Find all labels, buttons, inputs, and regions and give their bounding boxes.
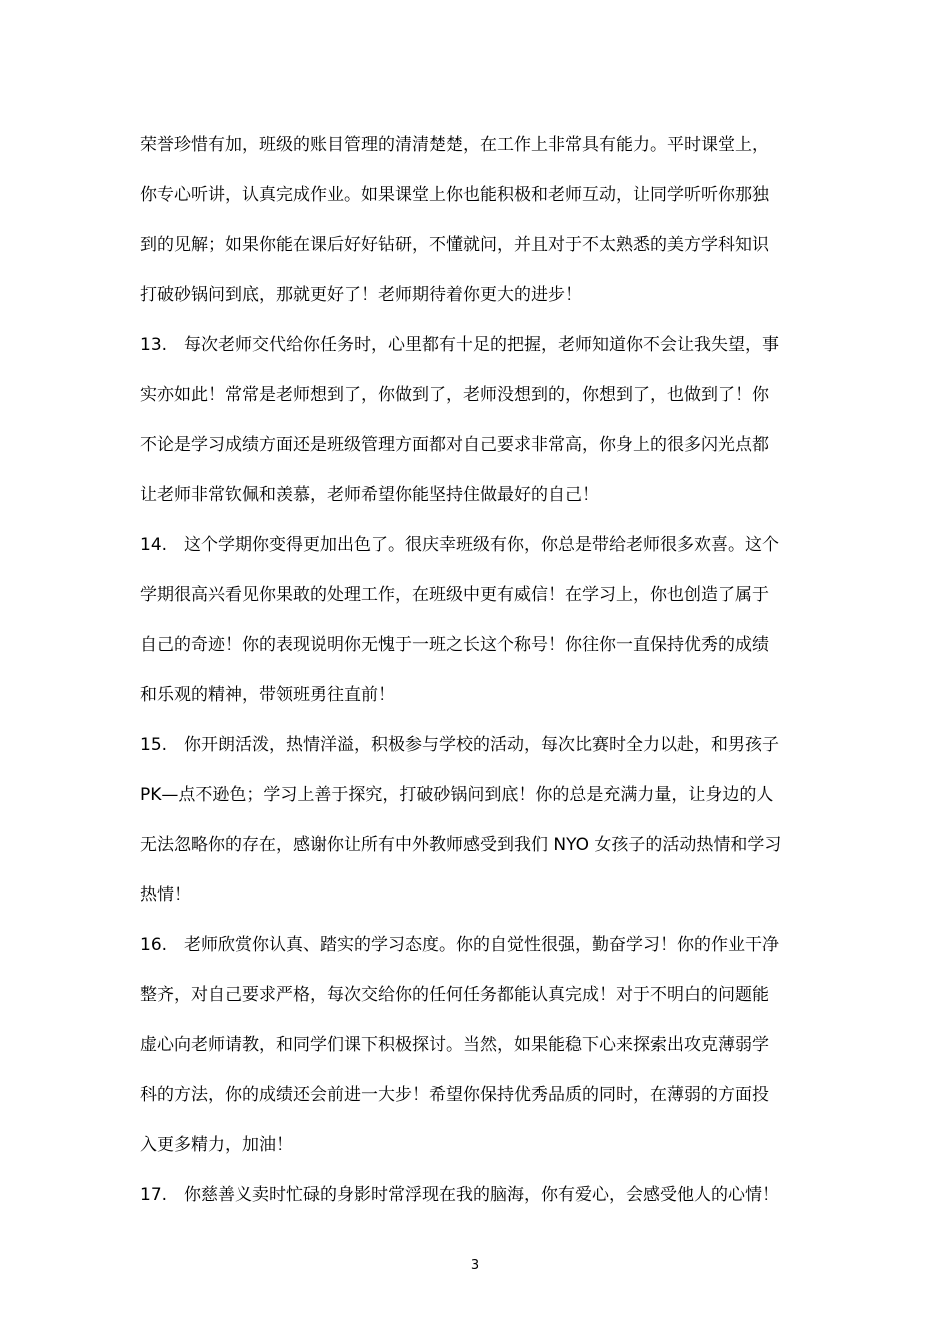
text-line: 打破砂锅问到底，那就更好了！老师期待着你更大的进步！ bbox=[140, 285, 582, 305]
text-line: 自己的奇迹！你的表现说明你无愧于一班之长这个称号！你往你一直保持优秀的成绩 bbox=[140, 635, 769, 655]
text-line: 荣誉珍惜有加，班级的账目管理的清清楚楚，在工作上非常具有能力。平时课堂上， bbox=[140, 135, 769, 155]
paragraph-16-line: 16. 老师欣赏你认真、踏实的学习态度。你的自觉性很强，勤奋学习！你的作业干净 bbox=[140, 935, 780, 955]
text-line: 热情！ bbox=[140, 885, 191, 905]
paragraph-14-line: 14. 这个学期你变得更加出色了。很庆幸班级有你，你总是带给老师很多欢喜。这个 bbox=[140, 535, 780, 555]
text-line: 虚心向老师请教，和同学们课下积极探讨。当然，如果能稳下心来探索出攻克薄弱学 bbox=[140, 1035, 769, 1055]
page-number: 3 bbox=[470, 1258, 480, 1273]
paragraph-15-line: 15. 你开朗活泼，热情洋溢，积极参与学校的活动，每次比赛时全力以赴，和男孩子 bbox=[140, 735, 780, 755]
text-line: 入更多精力，加油！ bbox=[140, 1135, 293, 1155]
text-line: 整齐，对自己要求严格，每次交给你的任何任务都能认真完成！对于不明白的问题能 bbox=[140, 985, 769, 1005]
text-line: 让老师非常钦佩和羡慕，老师希望你能坚持住做最好的自己！ bbox=[140, 485, 599, 505]
text-line: 科的方法，你的成绩还会前进一大步！希望你保持优秀品质的同时，在薄弱的方面投 bbox=[140, 1085, 769, 1105]
paragraph-13-line: 13. 每次老师交代给你任务时，心里都有十足的把握，老师知道你不会让我失望，事 bbox=[140, 335, 780, 355]
text-line: 你专心听讲，认真完成作业。如果课堂上你也能积极和老师互动，让同学听听你那独 bbox=[140, 185, 769, 205]
text-line: 无法忽略你的存在，感谢你让所有中外教师感受到我们 NYO 女孩子的活动热情和学习 bbox=[140, 835, 782, 855]
text-line: 实亦如此！常常是老师想到了，你做到了，老师没想到的，你想到了，也做到了！你 bbox=[140, 385, 769, 405]
text-line: PK—点不逊色；学习上善于探究，打破砂锅问到底！你的总是充满力量，让身边的人 bbox=[140, 785, 774, 805]
text-line: 学期很高兴看见你果敢的处理工作，在班级中更有威信！在学习上，你也创造了属于 bbox=[140, 585, 769, 605]
text-line: 不论是学习成绩方面还是班级管理方面都对自己要求非常高，你身上的很多闪光点都 bbox=[140, 435, 769, 455]
paragraph-17-line: 17. 你慈善义卖时忙碌的身影时常浮现在我的脑海，你有爱心，会感受他人的心情！ bbox=[140, 1185, 780, 1205]
text-line: 和乐观的精神，带领班勇往直前！ bbox=[140, 685, 395, 705]
text-line: 到的见解；如果你能在课后好好钻研，不懂就问，并且对于不太熟悉的美方学科知识 bbox=[140, 235, 769, 255]
